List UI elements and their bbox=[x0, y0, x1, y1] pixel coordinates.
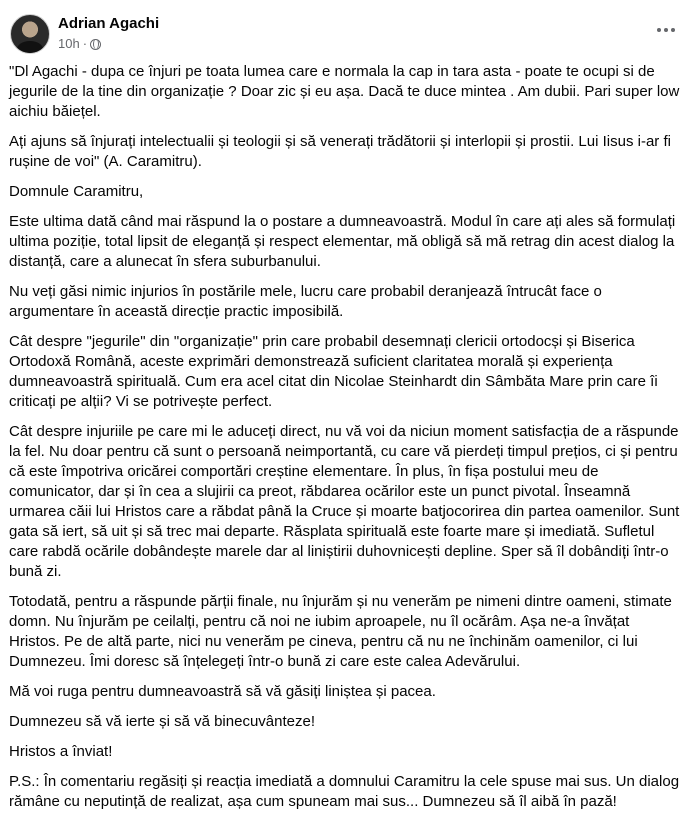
post-paragraph: Ați ajuns să înjurați intelectualii și teologii și să venerați trădătorii și interlopii și prostii. Lui Iisus i-ar fi rușine de voi" (A. Caramitru). bbox=[9, 133, 671, 170]
post-paragraph: Nu veți găsi nimic injurios în postările mele, lucru care probabil deranjează întrucât face o argumentare în această direcție practic imposibilă. bbox=[9, 283, 602, 320]
post-paragraph: Mă voi ruga pentru dumneavoastră să vă găsiți liniștea și pacea. bbox=[9, 683, 436, 700]
post-paragraph: Domnule Caramitru, bbox=[9, 183, 144, 200]
meta-separator: · bbox=[82, 36, 88, 51]
avatar[interactable] bbox=[10, 14, 50, 54]
post-time[interactable]: 10h bbox=[58, 36, 80, 51]
post-paragraph: "Dl Agachi - dupa ce înjuri pe toata lumea care e normala la cap in tara asta - poate te ocupi si de jegurile de la tine din organizație ? Doar zic și eu așa. Dacă te duce mintea . Am dubii. Pari super low aichiu băiețel. bbox=[9, 63, 680, 120]
post-paragraph: Totodată, pentru a răspunde părții finale, nu înjurăm și nu venerăm pe nimeni dintre oameni, stimate domn. Nu înjurăm pe ceilalți, pentru că noi ne iubim aproapele, nu îl ocărâm. Așa ne-a învățat Hristos. Pe de altă parte, nici nu venerăm pe cineva, pentru că nu ne închinăm oamenilor, ci lui Dumnezeu. Îmi doresc să înțelegeți într-o bună zi care este calea Adevărului. bbox=[9, 593, 672, 670]
globe-icon[interactable] bbox=[90, 39, 101, 50]
post-meta bbox=[58, 36, 101, 52]
more-options-icon[interactable] bbox=[652, 20, 680, 40]
post-paragraph: Dumnezeu să vă ierte și să vă binecuvânteze! bbox=[9, 713, 315, 730]
post-paragraph: P.S.: În comentariu regăsiți și reacția imediată a domnului Caramitru la cele spuse mai sus. Un dialog rămâne cu neputință de realizat, așa cum spuneam mai sus... Dumnezeu să îl aibă în pază! bbox=[9, 773, 680, 810]
author-name[interactable]: Adrian Agachi bbox=[58, 15, 160, 32]
post-header bbox=[10, 12, 682, 56]
post-paragraph: Cât despre "jegurile" din "organizație" prin care probabil desemnați clericii ortodocși și Biserica Ortodoxă Română, aceste exprimări demonstrează suficient claritatea morală și experiența dumneavoastră spirituală. Cum era acel citat din Nicolae Steinhardt din Sâmbăta Mare prin care îi criticați pe alții? Vi se potrivește perfect. bbox=[9, 333, 658, 410]
post-paragraph: Cât despre injuriile pe care mi le aduceți direct, nu vă voi da niciun moment satisfacția de a răspunde la fel. Nu doar pentru că sunt o persoană neimportantă, cu care vă pierdeți timpul prețios, ci și pentru că este împotriva oricărei comportări creștine elementare. În plus, în fișa postului meu de comunicator, dar și în cea a slujirii ca preot, răbdarea ocărilor este un punct pivotal. Înseamnă urmarea căii lui Hristos care a răbdat până la Cruce și moarte batjocorirea din partea oamenilor. Sunt gata să iert, să uit și să trec mai departe. Răsplata spirituală este foarte mare și imediată. Sufletul care rabdă ocările dobândește marele dar al liniștirii duhovnicești depline. Sper să îl dobândiți într-o bună zi. bbox=[9, 423, 680, 580]
post-paragraph: Este ultima dată când mai răspund la o postare a dumneavoastră. Modul în care ați ales să formulați ultima poziție, total lipsit de eleganță și respect elementar, mă obligă să mă retrag din acest dialog la distanță, care a alunecat în sfera suburbanului. bbox=[9, 213, 676, 270]
post-paragraph: Hristos a înviat! bbox=[9, 743, 113, 760]
post-body bbox=[9, 62, 681, 822]
